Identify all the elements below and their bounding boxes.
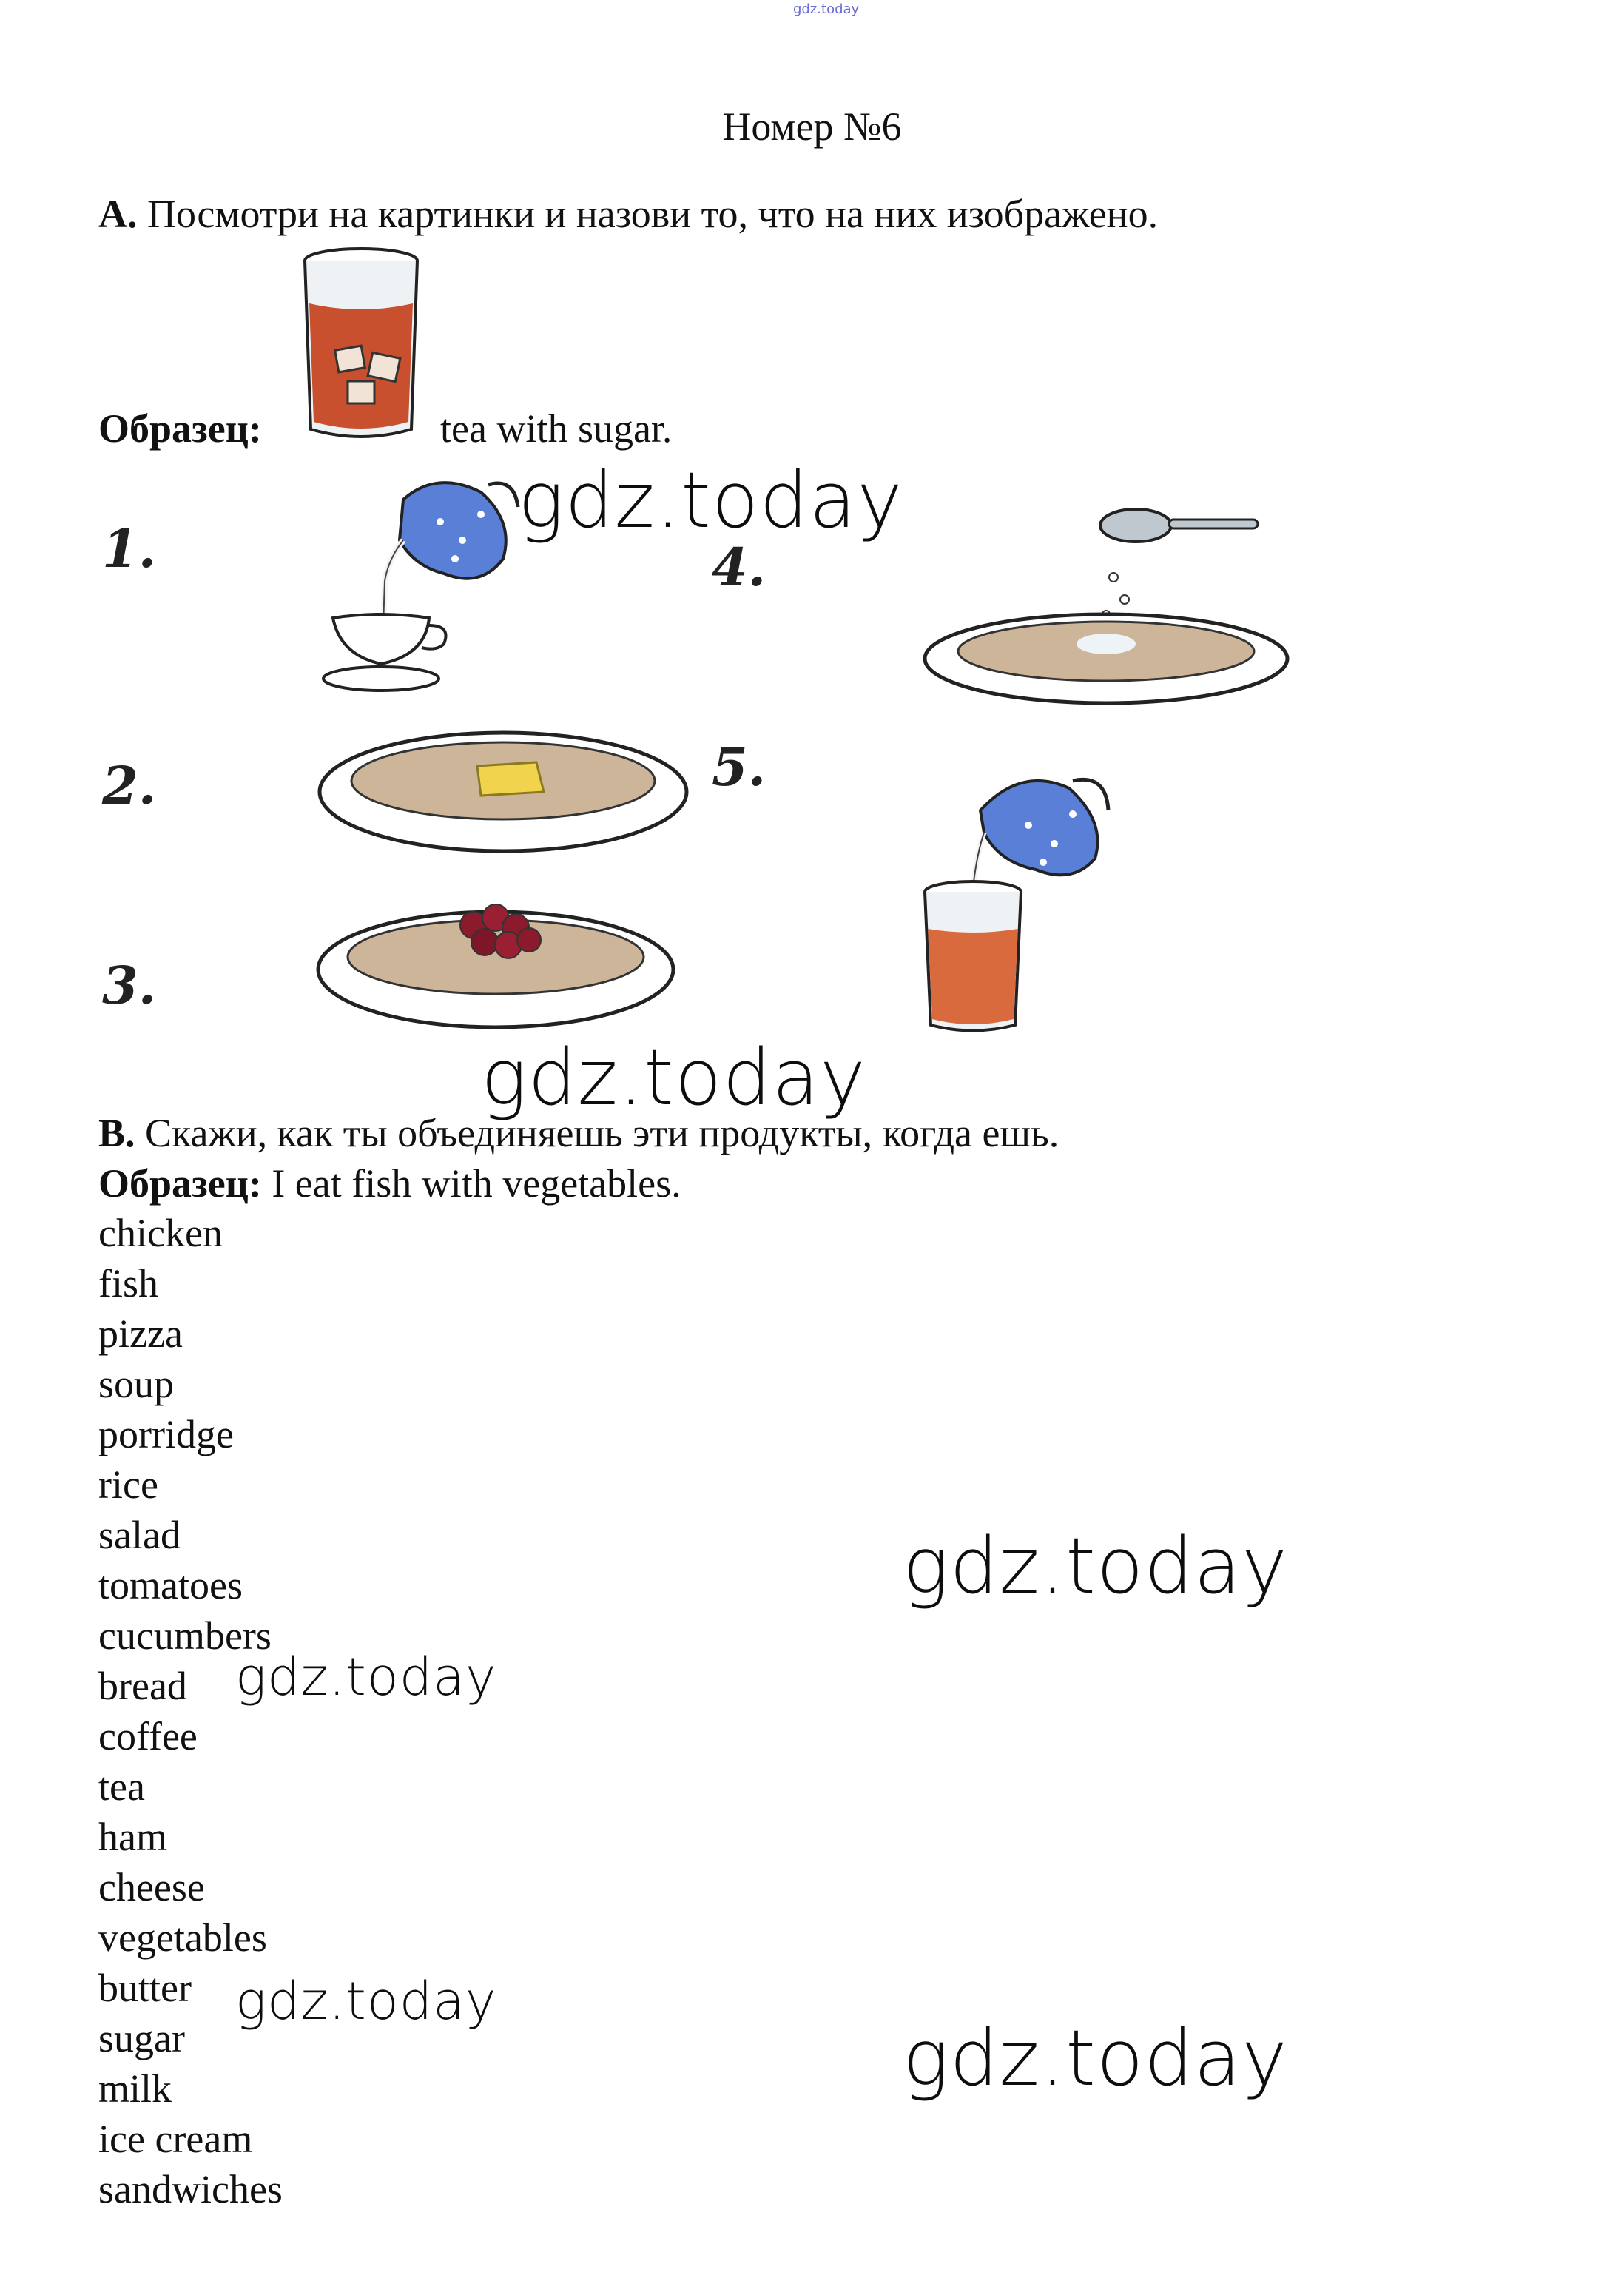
watermark: gdz.today	[903, 2013, 1288, 2103]
list-item: cucumbers	[98, 1613, 272, 1658]
list-item: ice cream	[98, 2117, 253, 2161]
section-a-instruction: Посмотри на картинки и назови то, что на них изображено.	[147, 192, 1159, 236]
list-item: soup	[98, 1362, 175, 1406]
section-a-letter: A.	[98, 192, 138, 236]
list-item: milk	[98, 2066, 172, 2111]
list-item: fish	[98, 1261, 158, 1306]
list-item: pizza	[98, 1311, 183, 1356]
item-number-4: 4.	[712, 537, 766, 598]
section-b-instruction: Скажи, как ты объединяешь эти продукты, когда ешь.	[145, 1111, 1059, 1155]
section-b-letter: B.	[98, 1111, 135, 1155]
list-item: vegetables	[98, 1915, 267, 1960]
list-item: tea	[98, 1764, 145, 1809]
example-b-text: I eat fish with vegetables.	[272, 1161, 681, 1206]
list-item: porridge	[98, 1412, 234, 1456]
porridge-with-cherries-illustration	[314, 877, 677, 1032]
porridge-with-sugar-illustration	[917, 496, 1302, 740]
list-item: sandwiches	[98, 2167, 283, 2211]
list-item: salad	[98, 1513, 181, 1557]
tea-glass-illustration	[296, 244, 429, 444]
list-item: butter	[98, 1966, 192, 2010]
watermark: gdz.today	[235, 1647, 497, 1707]
watermark: gdz.today	[518, 455, 903, 545]
milk-into-glass-illustration	[917, 759, 1139, 1040]
list-item: coffee	[98, 1714, 198, 1758]
list-item: bread	[98, 1664, 187, 1708]
item-number-3: 3.	[102, 955, 157, 1016]
section-b-example	[98, 1158, 681, 1209]
list-item: tomatoes	[98, 1563, 243, 1607]
item-number-1: 1.	[102, 518, 157, 579]
milk-into-tea-illustration	[311, 470, 533, 699]
list-item: sugar	[98, 2016, 185, 2060]
list-item: chicken	[98, 1211, 223, 1255]
item-number-5: 5.	[712, 736, 766, 798]
list-item: rice	[98, 1462, 158, 1507]
page-title: Номер №6	[722, 104, 902, 149]
item-number-2: 2.	[102, 755, 157, 816]
list-item: cheese	[98, 1865, 205, 1909]
example-a-label: Образец:	[98, 406, 262, 451]
example-a-text: tea with sugar.	[440, 406, 673, 451]
section-a-heading	[98, 189, 1158, 239]
watermark: gdz.today	[235, 1971, 497, 2032]
example-b-label: Образец:	[98, 1161, 262, 1206]
food-list	[98, 1208, 283, 2214]
watermark: gdz.today	[481, 1032, 866, 1123]
porridge-with-butter-illustration	[314, 722, 692, 862]
top-watermark: gdz.today	[793, 1, 860, 17]
watermark: gdz.today	[903, 1521, 1288, 1611]
list-item: ham	[98, 1815, 167, 1859]
